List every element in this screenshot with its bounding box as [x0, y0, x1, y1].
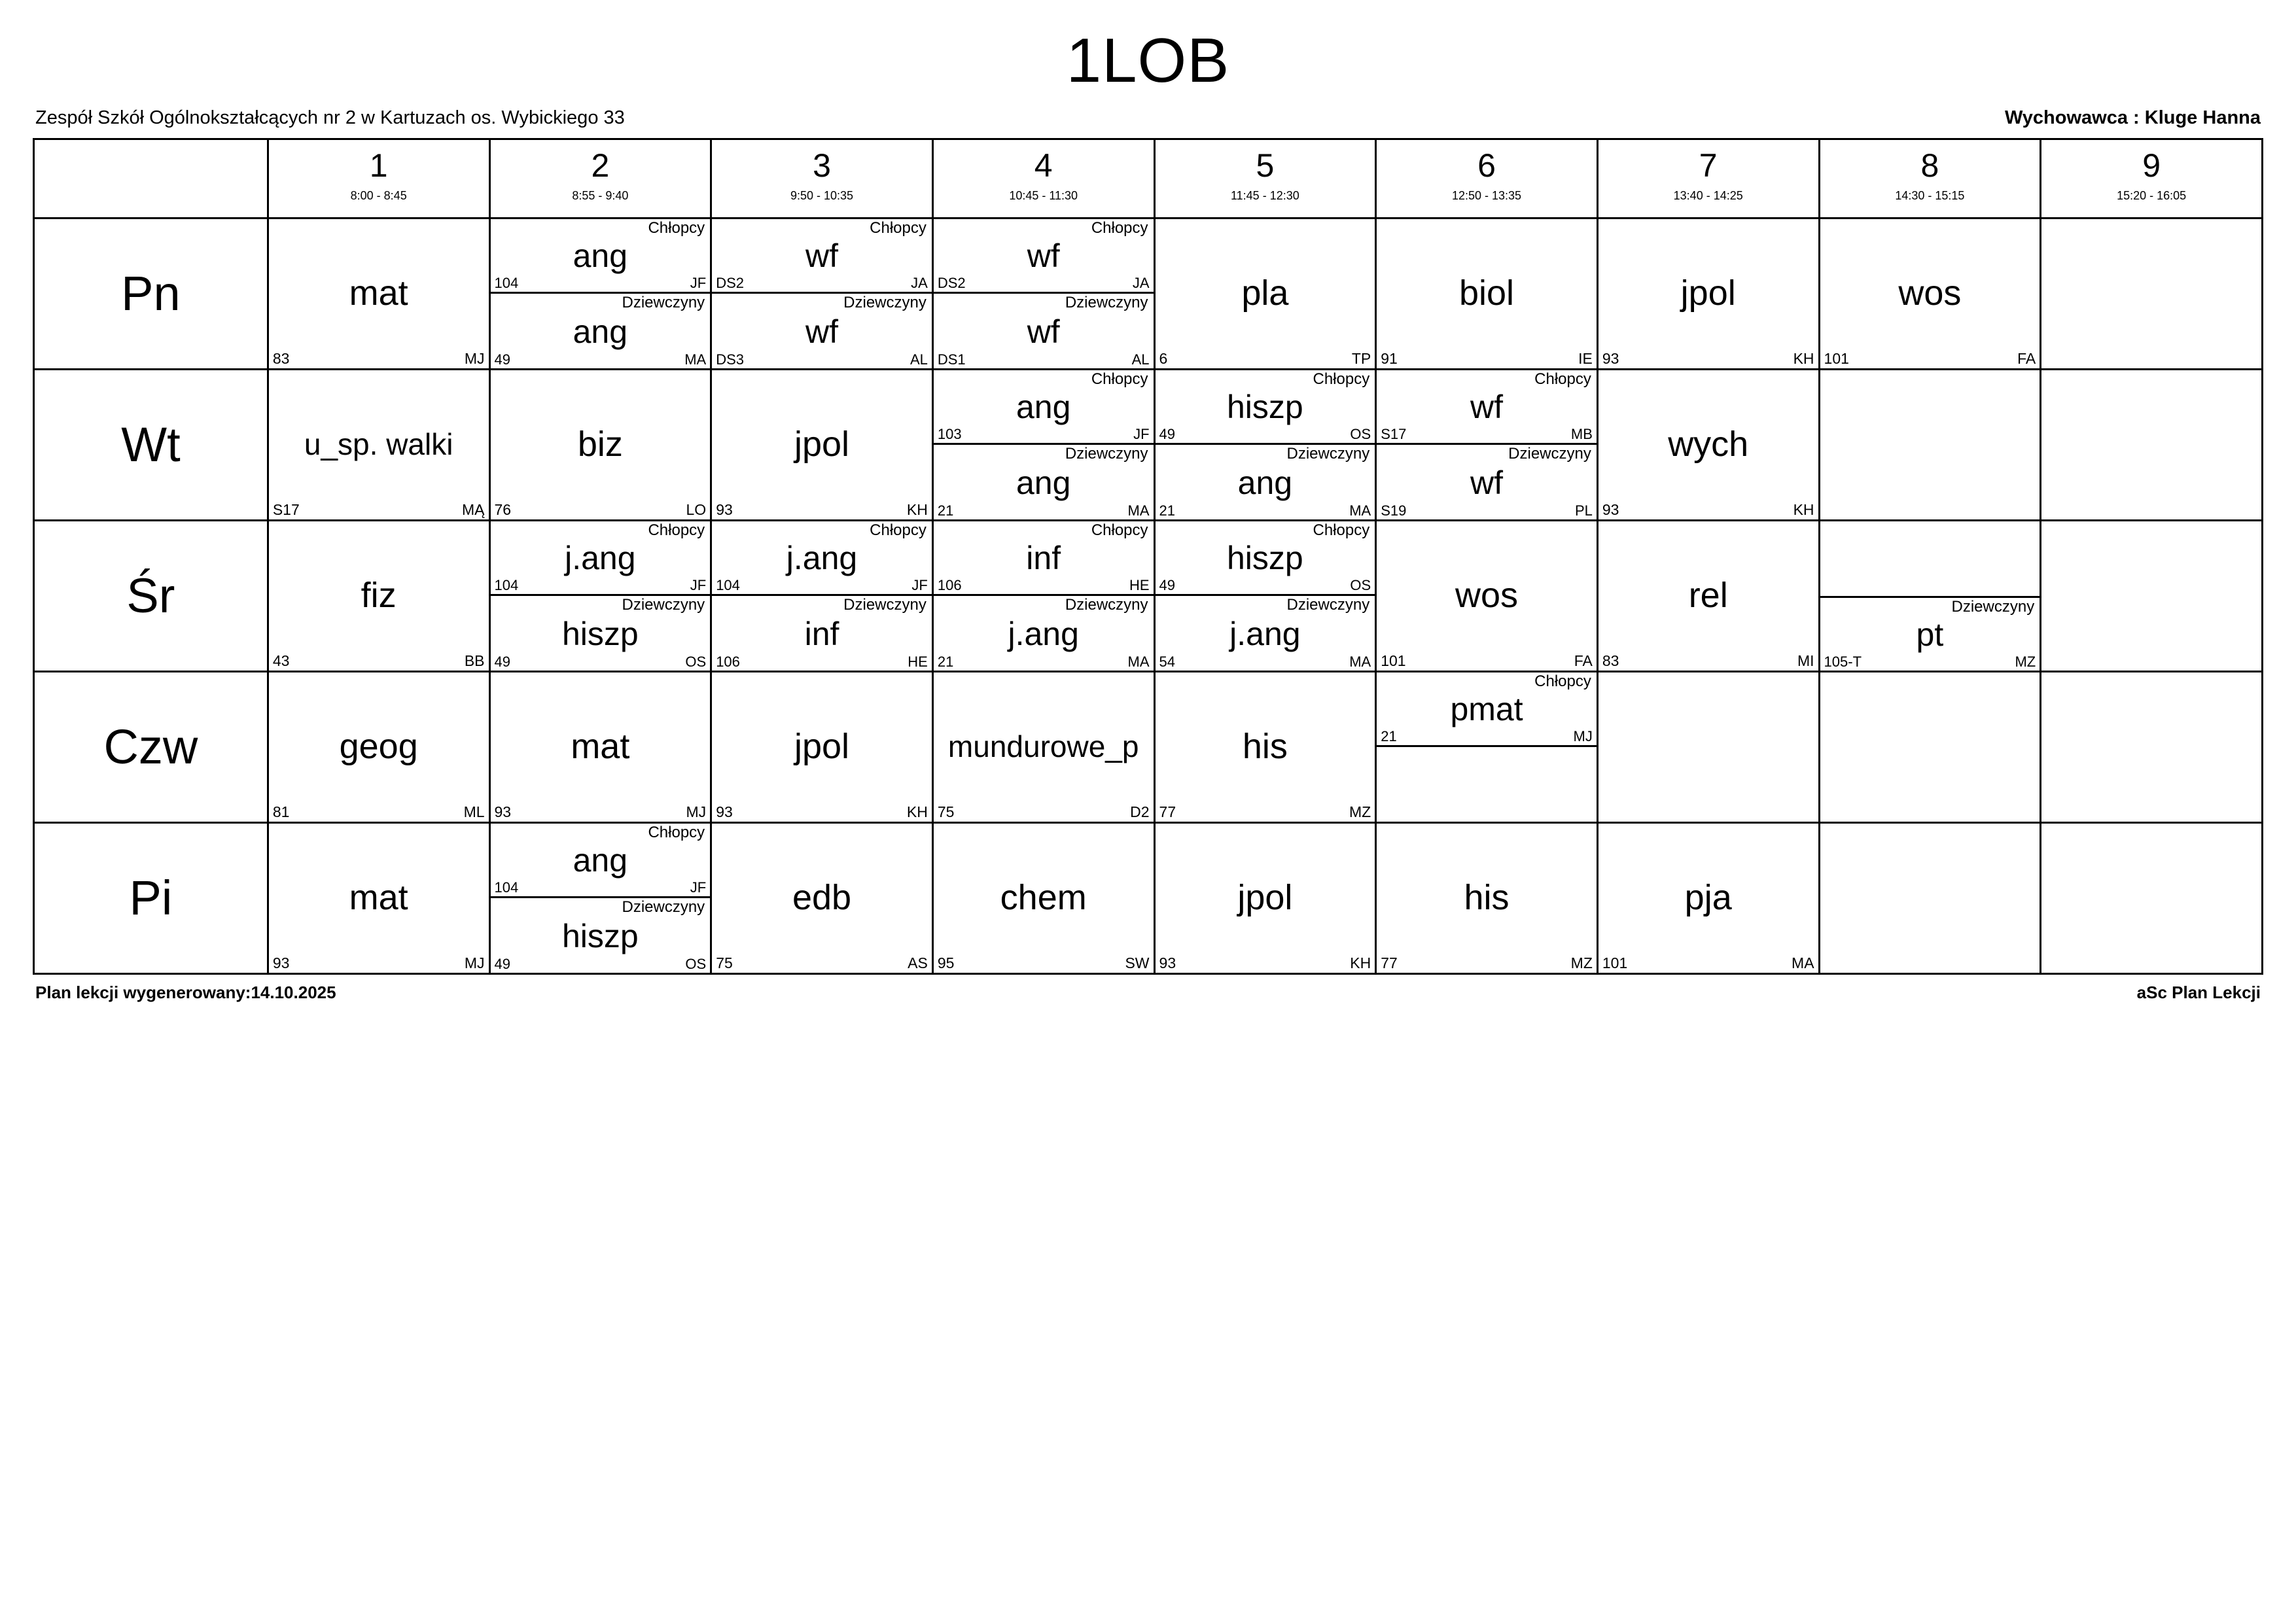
class-tutor: Wychowawca : Kluge Hanna [2004, 107, 2261, 128]
lesson-teacher: MB [1570, 425, 1593, 442]
lesson-group-boys[interactable] [712, 521, 932, 596]
group-label: Dziewczyny [843, 595, 927, 614]
lesson-teacher: JA [911, 274, 928, 291]
lesson-cell-empty [1819, 369, 2041, 520]
lesson-subject: wf [1027, 237, 1060, 275]
lesson-group-girls[interactable] [934, 294, 1154, 368]
lesson-subject: wych [1668, 424, 1749, 464]
lesson-subject: wf [805, 313, 839, 350]
lesson-teacher: AL [1131, 351, 1150, 368]
lesson-cell[interactable] [1154, 822, 1376, 973]
subheader [33, 107, 2263, 129]
lesson-group-boys[interactable] [1156, 521, 1375, 596]
lesson-teacher: MI [1797, 652, 1814, 669]
lesson-room: DS2 [716, 274, 744, 291]
lesson-subject: inf [1026, 540, 1061, 577]
lesson-room: 104 [494, 879, 519, 896]
lesson-group-boys[interactable] [1377, 672, 1597, 747]
group-label: Chłopcy [1534, 672, 1591, 690]
period-time: 10:45 - 11:30 [1009, 188, 1078, 202]
lesson-teacher: MA [1792, 954, 1814, 971]
lesson-cell[interactable] [1597, 218, 1819, 369]
lesson-teacher: OS [685, 653, 707, 670]
lesson-subject: hiszp [561, 917, 639, 954]
lesson-subject: wf [1027, 313, 1060, 350]
lesson-room: 49 [494, 955, 510, 972]
lesson-teacher: MJ [686, 803, 707, 820]
lesson-subject: rel [1688, 575, 1728, 615]
lesson-room: 49 [494, 351, 510, 368]
lesson-teacher: JF [911, 576, 928, 593]
day-label: Pi [129, 870, 173, 925]
lesson-room: DS3 [716, 351, 744, 368]
period-header [1376, 139, 1598, 218]
lesson-subject: ang [573, 313, 628, 350]
lesson-room: 93 [1602, 500, 1619, 518]
group-label: Dziewczyny [1065, 595, 1148, 614]
lesson-room: 93 [272, 954, 290, 971]
period-time: 9:50 - 10:35 [790, 188, 854, 202]
lesson-group-boys[interactable] [934, 521, 1154, 596]
lesson-subject: geog [339, 726, 418, 766]
period-number: 8 [1920, 147, 1939, 184]
lesson-cell[interactable] [1154, 218, 1376, 369]
lesson-teacher: MĄ [462, 500, 485, 518]
lesson-cell[interactable] [1819, 520, 2041, 671]
lesson-subject: chem [1000, 877, 1087, 917]
timetable-header-row [34, 139, 2263, 218]
lesson-subject: pmat [1450, 691, 1523, 728]
period-number: 7 [1699, 147, 1718, 184]
group-label: Chłopcy [1313, 370, 1370, 388]
lesson-teacher: MA [1127, 502, 1150, 519]
group-label: Dziewczyny [843, 293, 927, 311]
day-label-cell [34, 520, 268, 671]
lesson-teacher: MA [1349, 653, 1371, 670]
lesson-cell[interactable] [1597, 822, 1819, 973]
group-label: Dziewczyny [1286, 444, 1370, 462]
lesson-cell-empty [2041, 671, 2263, 822]
period-time: 8:00 - 8:45 [350, 188, 407, 202]
lesson-subject: fiz [361, 575, 397, 615]
period-number: 4 [1034, 147, 1053, 184]
lesson-group-girls[interactable] [934, 596, 1154, 671]
lesson-teacher: MA [1127, 653, 1150, 670]
lesson-cell[interactable] [1597, 369, 1819, 520]
lesson-room: 101 [1602, 954, 1628, 971]
lesson-room: 91 [1381, 349, 1398, 367]
group-label: Dziewczyny [622, 595, 705, 614]
lesson-teacher: JA [1132, 274, 1150, 291]
lesson-cell[interactable] [268, 218, 489, 369]
lesson-subject: hiszp [1227, 540, 1303, 577]
lesson-subject: ang [1016, 389, 1071, 426]
lesson-cell[interactable] [711, 520, 933, 671]
day-label-cell [34, 369, 268, 520]
group-label: Chłopcy [1091, 218, 1148, 237]
day-label: Wt [121, 417, 181, 472]
lesson-teacher: KH [1350, 954, 1371, 971]
period-number: 1 [369, 147, 388, 184]
timetable-grid [33, 138, 2263, 975]
lesson-cell[interactable] [1597, 520, 1819, 671]
lesson-group-boys[interactable] [934, 370, 1154, 445]
period-header [711, 139, 933, 218]
period-time: 8:55 - 9:40 [572, 188, 629, 202]
lesson-cell[interactable] [1376, 520, 1598, 671]
lesson-cell-empty [2041, 218, 2263, 369]
period-time: 15:20 - 16:05 [2117, 188, 2187, 202]
lesson-teacher: MA [1349, 502, 1371, 519]
group-label: Chłopcy [870, 218, 927, 237]
lesson-group-girls[interactable] [491, 898, 711, 973]
lesson-room: 93 [494, 803, 512, 820]
day-label: Czw [103, 719, 198, 774]
lesson-group-boys[interactable] [1377, 370, 1597, 445]
lesson-subject: hiszp [1227, 389, 1303, 426]
lesson-teacher: MA [684, 351, 707, 368]
period-number: 9 [2142, 147, 2161, 184]
lesson-cell[interactable] [489, 369, 711, 520]
lesson-room: 49 [1159, 425, 1176, 442]
lesson-teacher: MZ [2015, 653, 2036, 670]
period-header [489, 139, 711, 218]
lesson-cell[interactable] [1154, 671, 1376, 822]
lesson-room: 104 [494, 576, 519, 593]
lesson-cell-empty [1819, 822, 2041, 973]
lesson-cell[interactable] [711, 369, 933, 520]
group-label: Dziewczyny [1065, 444, 1148, 462]
lesson-cell-empty [2041, 822, 2263, 973]
lesson-room: DS1 [937, 351, 966, 368]
lesson-cell[interactable] [1376, 369, 1598, 520]
lesson-subject: mat [349, 877, 408, 917]
lesson-room: 21 [1381, 727, 1397, 744]
period-header [268, 139, 489, 218]
lesson-room: 93 [1602, 349, 1619, 367]
lesson-teacher: KH [1793, 500, 1814, 518]
lesson-group-girls[interactable] [934, 445, 1154, 519]
lesson-teacher: JF [1133, 425, 1150, 442]
group-label: Dziewczyny [1508, 444, 1591, 462]
lesson-teacher: KH [1793, 349, 1814, 367]
lesson-cell[interactable] [489, 671, 711, 822]
lesson-cell[interactable] [711, 822, 933, 973]
lesson-room: 95 [937, 954, 955, 971]
lesson-cell[interactable] [1154, 520, 1376, 671]
period-time: 14:30 - 15:15 [1895, 188, 1965, 202]
lesson-group-girls[interactable] [1156, 445, 1375, 519]
lesson-room: 21 [1159, 502, 1176, 519]
lesson-teacher: OS [685, 955, 707, 972]
lesson-cell[interactable] [268, 671, 489, 822]
lesson-cell[interactable] [932, 822, 1154, 973]
grid-corner [34, 139, 268, 218]
lesson-subject: hiszp [561, 615, 639, 652]
lesson-subject: j.ang [786, 540, 858, 577]
lesson-subject: his [1242, 726, 1288, 766]
lesson-room: 83 [272, 349, 290, 367]
lesson-room: 93 [716, 500, 733, 518]
lesson-cell-empty [2041, 520, 2263, 671]
lesson-subject: pt [1916, 616, 1944, 654]
lesson-teacher: JF [690, 576, 707, 593]
lesson-subject: wf [1470, 389, 1504, 426]
page-title: 1LOB [1066, 26, 1230, 96]
group-label: Chłopcy [648, 521, 705, 539]
lesson-subject: mat [349, 273, 408, 313]
day-label-cell [34, 822, 268, 973]
lesson-group-boys[interactable] [934, 219, 1154, 294]
lesson-subject: wf [1470, 464, 1504, 501]
lesson-teacher: IE [1578, 349, 1593, 367]
lesson-cell[interactable] [268, 520, 489, 671]
lesson-cell[interactable] [489, 520, 711, 671]
lesson-group-boys[interactable] [491, 521, 711, 596]
lesson-room: 83 [1602, 652, 1619, 669]
lesson-cell[interactable] [1376, 218, 1598, 369]
lesson-room: 106 [937, 576, 962, 593]
lesson-teacher: PL [1574, 502, 1593, 519]
lesson-subject: pja [1684, 877, 1732, 917]
group-label: Chłopcy [648, 218, 705, 237]
lesson-teacher: JF [690, 274, 707, 291]
lesson-room: S17 [272, 500, 300, 518]
lesson-subject: jpol [1237, 877, 1293, 917]
group-label: Chłopcy [1534, 370, 1591, 388]
lesson-room: 106 [716, 653, 740, 670]
lesson-room: 93 [1159, 954, 1176, 971]
lesson-cell[interactable] [489, 218, 711, 369]
lesson-subject: mat [571, 726, 630, 766]
lesson-group-empty [1820, 521, 2040, 596]
lesson-teacher: OS [1350, 576, 1371, 593]
lesson-cell[interactable] [1154, 369, 1376, 520]
lesson-cell[interactable] [489, 822, 711, 973]
lesson-subject: edb [792, 877, 852, 917]
brand-label: aSc Plan Lekcji [2136, 982, 2261, 1002]
lesson-subject: mundurowe_p [947, 729, 1139, 763]
lesson-teacher: ML [463, 803, 485, 820]
lesson-subject: ang [1237, 464, 1293, 501]
lesson-room: 75 [937, 803, 955, 820]
lesson-room: 76 [494, 500, 512, 518]
lesson-teacher: KH [906, 500, 928, 518]
lesson-room: 104 [494, 274, 519, 291]
lesson-teacher: HE [1129, 576, 1150, 593]
lesson-group-girls[interactable] [712, 596, 932, 671]
lesson-teacher: FA [2017, 349, 2036, 367]
lesson-room: 6 [1159, 349, 1168, 367]
lesson-teacher: AS [908, 954, 928, 971]
lesson-group-boys[interactable] [712, 219, 932, 294]
lesson-cell-empty [1819, 671, 2041, 822]
lesson-subject: biz [577, 424, 623, 464]
lesson-group-empty [1377, 747, 1597, 822]
day-row [34, 218, 2263, 369]
day-row [34, 520, 2263, 671]
day-label-cell [34, 218, 268, 369]
lesson-group-girls[interactable] [491, 596, 711, 671]
period-header [1819, 139, 2041, 218]
lesson-room: 21 [937, 502, 954, 519]
lesson-subject: u_sp. walki [304, 427, 453, 461]
period-time: 13:40 - 14:25 [1673, 188, 1743, 202]
lesson-subject: jpol [1680, 273, 1736, 313]
lesson-teacher: D2 [1130, 803, 1150, 820]
lesson-teacher: BB [464, 652, 485, 669]
group-label: Dziewczyny [622, 898, 705, 916]
period-number: 5 [1256, 147, 1275, 184]
lesson-teacher: SW [1125, 954, 1150, 971]
group-label: Dziewczyny [1951, 597, 2035, 616]
lesson-cell[interactable] [932, 520, 1154, 671]
day-label-cell [34, 671, 268, 822]
lesson-group-boys[interactable] [491, 219, 711, 294]
lesson-room: 104 [716, 576, 740, 593]
period-number: 2 [591, 147, 610, 184]
group-label: Dziewczyny [1286, 595, 1370, 614]
lesson-group-boys[interactable] [491, 824, 711, 898]
lesson-cell[interactable] [268, 822, 489, 973]
period-header [2041, 139, 2263, 218]
lesson-room: 49 [1159, 576, 1176, 593]
lesson-room: S19 [1381, 502, 1407, 519]
lesson-cell[interactable] [932, 218, 1154, 369]
lesson-room: 101 [1824, 349, 1849, 367]
period-header [932, 139, 1154, 218]
lesson-cell-empty [2041, 369, 2263, 520]
day-row [34, 671, 2263, 822]
lesson-teacher: HE [908, 653, 928, 670]
group-label: Chłopcy [1313, 521, 1370, 539]
lesson-cell-empty [1597, 671, 1819, 822]
lesson-subject: j.ang [1008, 615, 1079, 652]
lesson-subject: ang [573, 842, 628, 879]
lesson-room: 21 [937, 653, 954, 670]
group-label: Chłopcy [1091, 370, 1148, 388]
lesson-cell[interactable] [1376, 822, 1598, 973]
day-row [34, 369, 2263, 520]
lesson-room: 75 [716, 954, 733, 971]
lesson-group-boys[interactable] [1156, 370, 1375, 445]
lesson-group-girls[interactable] [1156, 596, 1375, 671]
lesson-group-girls[interactable] [712, 294, 932, 368]
lesson-room: DS2 [937, 274, 966, 291]
group-label: Chłopcy [870, 521, 927, 539]
school-name: Zespół Szkół Ogólnokształcących nr 2 w Kartuzach os. Wybickiego 33 [35, 107, 625, 128]
lesson-room: 43 [272, 652, 290, 669]
period-time: 11:45 - 12:30 [1230, 188, 1299, 202]
lesson-subject: inf [804, 615, 839, 652]
lesson-subject: wos [1455, 575, 1519, 615]
lesson-teacher: MJ [464, 954, 485, 971]
lesson-teacher: MZ [1570, 954, 1593, 971]
lesson-subject: ang [573, 237, 628, 275]
lesson-subject: pla [1241, 273, 1289, 313]
day-label: Pn [121, 266, 181, 321]
lesson-cell[interactable] [268, 369, 489, 520]
footer [33, 983, 2263, 1003]
lesson-subject: biol [1459, 273, 1515, 313]
lesson-subject: j.ang [565, 540, 636, 577]
lesson-room: 54 [1159, 653, 1176, 670]
lesson-subject: j.ang [1229, 615, 1301, 652]
lesson-cell[interactable] [1376, 671, 1598, 822]
day-label: Śr [126, 568, 175, 623]
lesson-teacher: AL [910, 351, 928, 368]
lesson-teacher: MZ [1349, 803, 1371, 820]
lesson-teacher: OS [1350, 425, 1371, 442]
lesson-room: 49 [494, 653, 510, 670]
group-label: Chłopcy [648, 823, 705, 841]
lesson-subject: wos [1898, 273, 1962, 313]
lesson-cell[interactable] [1819, 218, 2041, 369]
lesson-subject: wf [805, 237, 839, 275]
lesson-group-girls[interactable] [1820, 596, 2040, 671]
lesson-cell[interactable] [932, 369, 1154, 520]
lesson-subject: his [1464, 877, 1510, 917]
lesson-subject: jpol [794, 424, 850, 464]
period-number: 6 [1477, 147, 1496, 184]
lesson-room: S17 [1381, 425, 1407, 442]
period-header [1154, 139, 1376, 218]
lesson-cell[interactable] [711, 671, 933, 822]
lesson-teacher: FA [1574, 652, 1593, 669]
lesson-teacher: MJ [464, 349, 485, 367]
lesson-room: 105-T [1824, 653, 1862, 670]
lesson-subject: ang [1016, 464, 1071, 501]
lesson-cell[interactable] [932, 671, 1154, 822]
lesson-room: 77 [1381, 954, 1398, 971]
lesson-group-girls[interactable] [491, 294, 711, 368]
lesson-teacher: KH [906, 803, 928, 820]
lesson-room: 93 [716, 803, 733, 820]
lesson-group-girls[interactable] [1377, 445, 1597, 519]
period-time: 12:50 - 13:35 [1451, 188, 1522, 202]
group-label: Dziewczyny [622, 293, 705, 311]
lesson-room: 101 [1381, 652, 1406, 669]
period-number: 3 [813, 147, 831, 184]
lesson-teacher: LO [686, 500, 707, 518]
lesson-teacher: MJ [1573, 727, 1593, 744]
lesson-room: 77 [1159, 803, 1176, 820]
lesson-teacher: JF [690, 879, 707, 896]
generated-date: Plan lekcji wygenerowany:14.10.2025 [35, 982, 336, 1002]
lesson-room: 103 [937, 425, 962, 442]
group-label: Dziewczyny [1065, 293, 1148, 311]
lesson-cell[interactable] [711, 218, 933, 369]
lesson-teacher: TP [1351, 349, 1371, 367]
period-header [1597, 139, 1819, 218]
day-row [34, 822, 2263, 973]
group-label: Chłopcy [1091, 521, 1148, 539]
lesson-subject: jpol [794, 726, 850, 766]
lesson-room: 81 [272, 803, 290, 820]
